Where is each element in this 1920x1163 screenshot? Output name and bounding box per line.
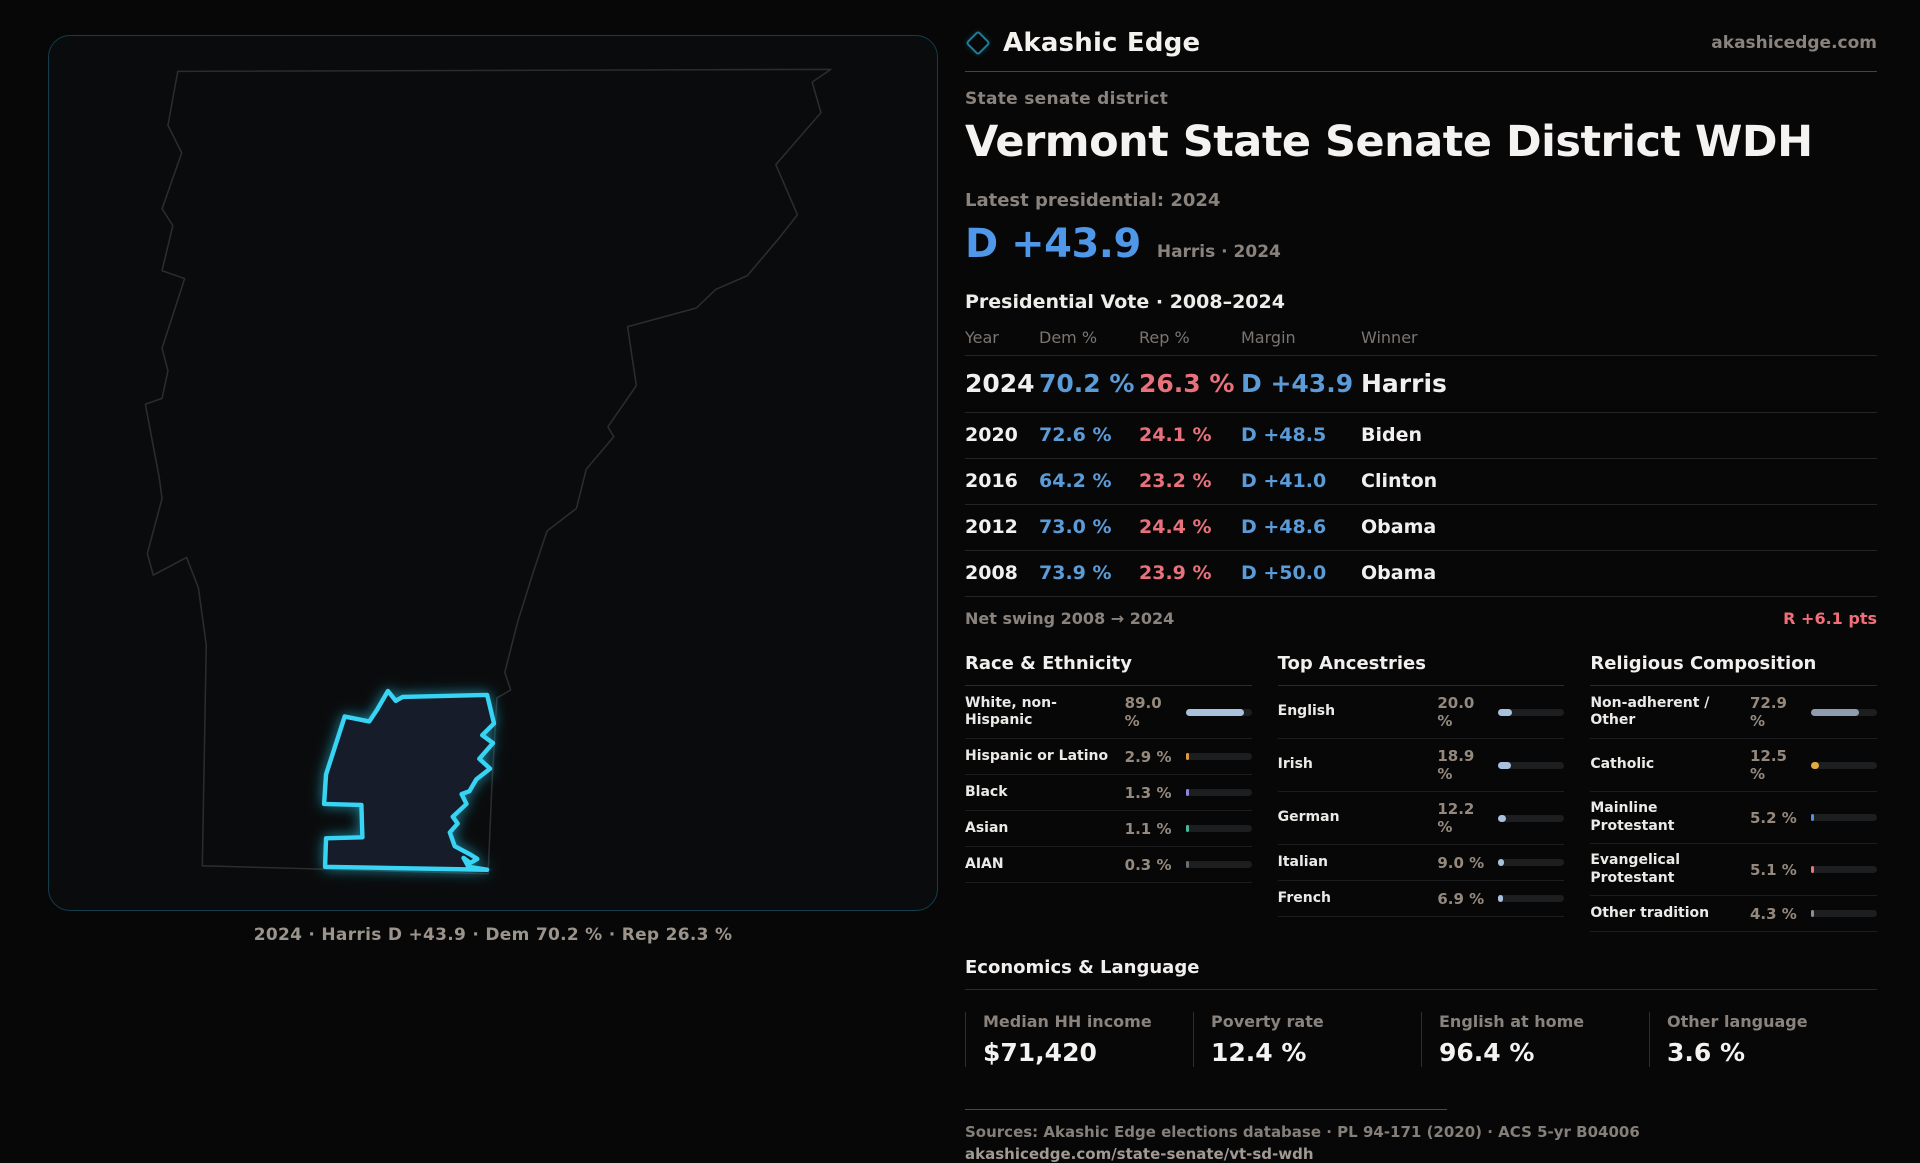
row-dem: 72.6 %: [1039, 424, 1112, 446]
row-margin: D +43.9: [1241, 369, 1354, 398]
item-label: AIAN: [965, 855, 1004, 872]
item-label: Catholic: [1590, 756, 1655, 773]
item-value: 6.9 %: [1437, 889, 1485, 908]
headline-margin-note: Harris · 2024: [1156, 242, 1281, 262]
headline-margin-row: [965, 221, 1877, 267]
race-ethnicity-column: [965, 653, 1252, 932]
item-value: 12.5 %: [1749, 747, 1787, 783]
religion-column: [1590, 653, 1877, 932]
item-bar: [1186, 825, 1252, 832]
list-item: [965, 775, 1252, 811]
col-dem: Dem %: [1039, 328, 1098, 347]
district-map-card: [48, 35, 938, 911]
row-year: 2012: [965, 516, 1018, 538]
stat-poverty-rate: [1193, 1012, 1421, 1067]
item-label: Mainline Protestant: [1590, 800, 1675, 834]
item-label: Black: [965, 783, 1008, 800]
presidential-vote-table: [965, 319, 1877, 597]
item-value: 4.3 %: [1749, 904, 1797, 923]
item-value: 5.2 %: [1749, 808, 1797, 827]
item-label: Irish: [1277, 756, 1313, 773]
net-swing-label: Net swing 2008 → 2024: [965, 609, 1175, 628]
table-row: [965, 551, 1877, 597]
row-dem: 70.2 %: [1039, 369, 1135, 398]
row-rep: 23.9 %: [1139, 562, 1212, 584]
stat-value: 96.4 %: [1439, 1038, 1535, 1067]
item-bar: [1186, 753, 1252, 760]
stat-other-language: [1649, 1012, 1877, 1067]
header-divider: [965, 71, 1877, 72]
row-dem: 73.0 %: [1039, 516, 1112, 538]
brand-name: Akashic Edge: [1003, 28, 1201, 58]
row-year: 2008: [965, 562, 1018, 584]
row-rep: 24.1 %: [1139, 424, 1212, 446]
item-label: English: [1277, 703, 1336, 720]
list-item: [1590, 739, 1877, 792]
row-winner: Obama: [1361, 516, 1437, 538]
col-margin: Margin: [1241, 328, 1296, 347]
stat-label: English at home: [1439, 1012, 1585, 1031]
list-item: [1590, 686, 1877, 739]
item-label: White, non-Hispanic: [965, 694, 1057, 728]
item-value: 20.0 %: [1437, 694, 1475, 730]
diamond-logo-icon: [965, 30, 990, 55]
headline-margin-value: D +43.9: [965, 221, 1141, 267]
row-rep: 26.3 %: [1139, 369, 1235, 398]
row-margin: D +50.0: [1241, 562, 1327, 584]
item-value: 89.0 %: [1124, 694, 1162, 730]
row-margin: D +41.0: [1241, 470, 1327, 492]
row-dem: 64.2 %: [1039, 470, 1112, 492]
item-label: German: [1277, 809, 1340, 826]
permalink[interactable]: akashicedge.com/state-senate/vt-sd-wdh: [965, 1145, 1314, 1163]
row-margin: D +48.5: [1241, 424, 1327, 446]
list-item: [965, 847, 1252, 883]
item-bar: [1811, 866, 1877, 873]
sources-line: Sources: Akashic Edge elections database · PL 94-171 (2020) · ACS 5-yr B04006: [965, 1123, 1640, 1141]
item-bar: [1498, 895, 1564, 902]
vermont-state-outline: [145, 69, 830, 873]
net-swing-row: [965, 609, 1877, 628]
economics-stats: [965, 1012, 1877, 1067]
detail-panel: [965, 28, 1877, 1163]
col-year: Year: [965, 328, 999, 347]
item-label: Italian: [1277, 853, 1329, 870]
list-item: [965, 739, 1252, 775]
race-ethnicity-title: Race & Ethnicity: [965, 653, 1252, 686]
list-item: [1278, 686, 1565, 739]
item-bar: [1811, 910, 1877, 917]
row-winner: Clinton: [1361, 470, 1438, 492]
ancestries-title: Top Ancestries: [1278, 653, 1565, 686]
footer: [965, 1109, 1877, 1163]
latest-presidential-label: Latest presidential: 2024: [965, 190, 1221, 211]
row-margin: D +48.6: [1241, 516, 1327, 538]
stat-median-income: [965, 1012, 1193, 1067]
item-value: 0.3 %: [1124, 855, 1172, 874]
list-item: [1278, 739, 1565, 792]
row-year: 2016: [965, 470, 1018, 492]
list-item: [1278, 792, 1565, 845]
list-item: [1278, 881, 1565, 917]
stat-label: Median HH income: [983, 1012, 1152, 1031]
list-item: [965, 811, 1252, 847]
page-title: Vermont State Senate District WDH: [965, 117, 1813, 167]
row-year: 2020: [965, 424, 1018, 446]
table-title: Presidential Vote · 2008–2024: [965, 291, 1285, 313]
vermont-map: [49, 36, 937, 910]
item-value: 12.2 %: [1437, 800, 1475, 836]
item-value: 72.9 %: [1749, 694, 1787, 730]
row-rep: 23.2 %: [1139, 470, 1212, 492]
item-label: Evangelical Protestant: [1590, 852, 1681, 886]
list-item: [1590, 792, 1877, 844]
col-winner: Winner: [1361, 328, 1418, 347]
col-rep: Rep %: [1139, 328, 1190, 347]
item-label: Other tradition: [1590, 904, 1710, 921]
stat-value: $71,420: [983, 1038, 1097, 1067]
item-label: Asian: [965, 819, 1009, 836]
item-value: 2.9 %: [1124, 747, 1172, 766]
item-label: Non-adherent / Other: [1590, 694, 1710, 728]
brand-header: [965, 28, 1877, 58]
item-bar: [1811, 709, 1877, 716]
demographics-section: [965, 653, 1877, 932]
list-item: [965, 686, 1252, 739]
list-item: [1590, 844, 1877, 896]
stat-value: 3.6 %: [1667, 1038, 1746, 1067]
table-header-row: [965, 319, 1877, 356]
row-winner: Harris: [1361, 369, 1447, 398]
item-bar: [1186, 709, 1252, 716]
item-value: 9.0 %: [1437, 853, 1485, 872]
item-bar: [1498, 762, 1564, 769]
item-value: 1.1 %: [1124, 819, 1172, 838]
item-value: 5.1 %: [1749, 860, 1797, 879]
item-bar: [1811, 762, 1877, 769]
row-winner: Obama: [1361, 562, 1437, 584]
row-dem: 73.9 %: [1039, 562, 1112, 584]
row-year: 2024: [965, 369, 1035, 398]
item-bar: [1186, 789, 1252, 796]
item-bar: [1498, 859, 1564, 866]
item-bar: [1811, 814, 1877, 821]
table-row: [965, 356, 1877, 413]
item-label: French: [1277, 889, 1331, 906]
net-swing-value: R +6.1 pts: [1783, 609, 1877, 628]
stat-label: Other language: [1667, 1012, 1808, 1031]
footer-divider: [965, 1109, 1447, 1110]
item-bar: [1186, 861, 1252, 868]
table-row: [965, 413, 1877, 459]
list-item: [1590, 896, 1877, 932]
item-label: Hispanic or Latino: [965, 747, 1109, 764]
list-item: [1278, 845, 1565, 881]
stat-value: 12.4 %: [1211, 1038, 1307, 1067]
table-row: [965, 459, 1877, 505]
row-winner: Biden: [1361, 424, 1423, 446]
brand-domain-link[interactable]: akashicedge.com: [1711, 33, 1877, 53]
ancestries-column: [1278, 653, 1565, 932]
stat-label: Poverty rate: [1211, 1012, 1324, 1031]
row-rep: 24.4 %: [1139, 516, 1212, 538]
district-type-kicker: State senate district: [965, 89, 1169, 109]
item-value: 1.3 %: [1124, 783, 1172, 802]
highlighted-district-shape[interactable]: [324, 691, 494, 870]
stat-english-at-home: [1421, 1012, 1649, 1067]
item-bar: [1498, 815, 1564, 822]
map-caption: 2024 · Harris D +43.9 · Dem 70.2 % · Rep 26.3 %: [253, 925, 733, 945]
item-value: 18.9 %: [1437, 747, 1475, 783]
economics-title: Economics & Language: [965, 957, 1877, 990]
item-bar: [1498, 709, 1564, 716]
religion-title: Religious Composition: [1590, 653, 1877, 686]
table-row: [965, 505, 1877, 551]
